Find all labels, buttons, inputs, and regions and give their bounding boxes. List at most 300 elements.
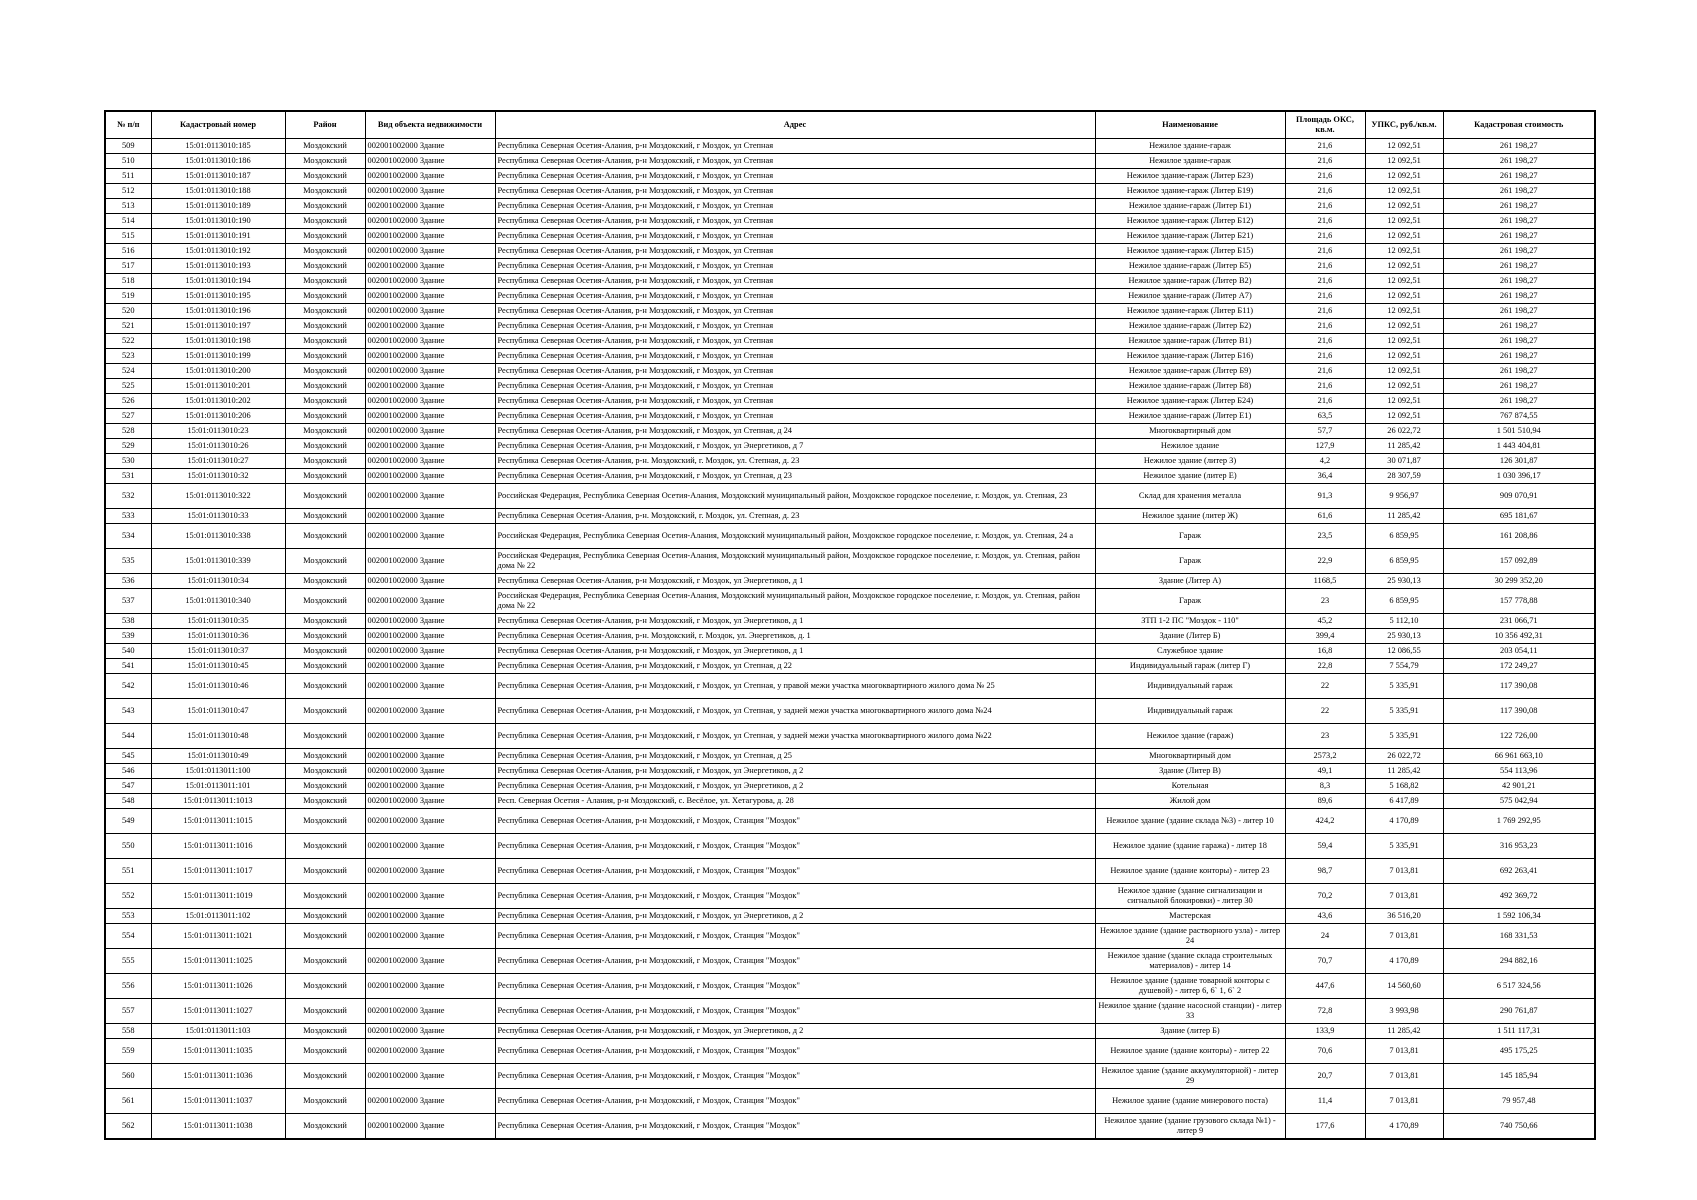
cell-area: 21,6 <box>1285 259 1365 274</box>
cell-district: Моздокский <box>285 1039 365 1064</box>
cell-area: 23,5 <box>1285 524 1365 549</box>
cell-name: Нежилое здание (здание грузового склада №1) - литер 9 <box>1095 1114 1285 1140</box>
table-row <box>105 809 1595 834</box>
table-row <box>105 304 1595 319</box>
cell-object-type: 002001002000 Здание <box>365 424 495 439</box>
cell-cadastral-number: 15:01:0113010:339 <box>151 549 285 574</box>
cell-cadastral-value: 1 030 396,17 <box>1443 469 1595 484</box>
cell-cadastral-number: 15:01:0113011:1025 <box>151 949 285 974</box>
cell-object-type: 002001002000 Здание <box>365 574 495 589</box>
cell-name: Нежилое здание (здание гаража) - литер 18 <box>1095 834 1285 859</box>
cell-name: Нежилое здание (здание насосной станции) - литер 33 <box>1095 999 1285 1024</box>
cell-object-type: 002001002000 Здание <box>365 644 495 659</box>
cell-number: 532 <box>105 484 151 509</box>
table-row <box>105 884 1595 909</box>
cell-address: Республика Северная Осетия-Алания, р-н Моздокский, г Моздок, ул Степная <box>495 319 1095 334</box>
table-row <box>105 169 1595 184</box>
cell-number: 515 <box>105 229 151 244</box>
cell-address: Российская Федерация, Республика Северная Осетия-Алания, Моздокский муниципальный район, Моздокское городское поселение, г. Моздок, ул. Степная, район дома № 22 <box>495 549 1095 574</box>
cell-area: 2573,2 <box>1285 749 1365 764</box>
cell-area: 24 <box>1285 924 1365 949</box>
cell-cadastral-number: 15:01:0113011:1037 <box>151 1089 285 1114</box>
cell-cadastral-value: 10 356 492,31 <box>1443 629 1595 644</box>
cell-area: 61,6 <box>1285 509 1365 524</box>
cell-cadastral-value: 231 066,71 <box>1443 614 1595 629</box>
cell-cadastral-value: 554 113,96 <box>1443 764 1595 779</box>
cell-number: 517 <box>105 259 151 274</box>
cell-cadastral-value: 261 198,27 <box>1443 139 1595 154</box>
cell-cadastral-number: 15:01:0113010:201 <box>151 379 285 394</box>
cell-address: Республика Северная Осетия-Алания, р-н Моздокский, г Моздок, ул Степная <box>495 274 1095 289</box>
cell-upks: 12 092,51 <box>1365 304 1443 319</box>
cell-upks: 7 013,81 <box>1365 924 1443 949</box>
cell-upks: 14 560,60 <box>1365 974 1443 999</box>
cell-address: Республика Северная Осетия-Алания, р-н Моздокский, г Моздок, ул Степная <box>495 364 1095 379</box>
cell-name: Нежилое здание (литер З) <box>1095 454 1285 469</box>
cell-district: Моздокский <box>285 809 365 834</box>
cell-area: 177,6 <box>1285 1114 1365 1140</box>
cell-address: Республика Северная Осетия-Алания, р-н Моздокский, г Моздок, Станция "Моздок" <box>495 974 1095 999</box>
cell-upks: 12 092,51 <box>1365 259 1443 274</box>
cell-district: Моздокский <box>285 379 365 394</box>
cell-number: 551 <box>105 859 151 884</box>
cell-name: Нежилое здание (здание товарной конторы с душевой) - литер 6, 6` 1, 6` 2 <box>1095 974 1285 999</box>
cell-object-type: 002001002000 Здание <box>365 274 495 289</box>
cell-number: 553 <box>105 909 151 924</box>
cell-area: 4,2 <box>1285 454 1365 469</box>
cell-upks: 25 930,13 <box>1365 629 1443 644</box>
cell-number: 535 <box>105 549 151 574</box>
cell-cadastral-value: 117 390,08 <box>1443 699 1595 724</box>
cell-upks: 6 859,95 <box>1365 524 1443 549</box>
cell-object-type: 002001002000 Здание <box>365 549 495 574</box>
cell-number: 541 <box>105 659 151 674</box>
cell-cadastral-number: 15:01:0113010:189 <box>151 199 285 214</box>
cell-cadastral-value: 290 761,87 <box>1443 999 1595 1024</box>
table-row <box>105 974 1595 999</box>
cell-number: 539 <box>105 629 151 644</box>
cell-area: 21,6 <box>1285 379 1365 394</box>
cell-object-type: 002001002000 Здание <box>365 999 495 1024</box>
cell-upks: 12 092,51 <box>1365 364 1443 379</box>
cell-number: 510 <box>105 154 151 169</box>
cell-address: Республика Северная Осетия-Алания, р-н Моздокский, г Моздок, ул Степная <box>495 214 1095 229</box>
cell-cadastral-value: 909 070,91 <box>1443 484 1595 509</box>
cell-address: Республика Северная Осетия-Алания, р-н Моздокский, г Моздок, ул Степная, д 25 <box>495 749 1095 764</box>
cell-upks: 36 516,20 <box>1365 909 1443 924</box>
cell-cadastral-number: 15:01:0113010:340 <box>151 589 285 614</box>
cell-name: Нежилое здание-гараж <box>1095 139 1285 154</box>
cell-upks: 5 335,91 <box>1365 674 1443 699</box>
cell-object-type: 002001002000 Здание <box>365 259 495 274</box>
cell-upks: 11 285,42 <box>1365 509 1443 524</box>
cell-cadastral-value: 126 301,87 <box>1443 454 1595 469</box>
col-header-object-type: Вид объекта недвижимости <box>365 111 495 139</box>
cell-number: 531 <box>105 469 151 484</box>
cell-cadastral-number: 15:01:0113011:1035 <box>151 1039 285 1064</box>
cell-name: Нежилое здание (здание аккумуляторной) - литер 29 <box>1095 1064 1285 1089</box>
cell-name: Нежилое здание-гараж (Литер А7) <box>1095 289 1285 304</box>
cell-upks: 12 092,51 <box>1365 214 1443 229</box>
cell-object-type: 002001002000 Здание <box>365 334 495 349</box>
cell-upks: 6 859,95 <box>1365 589 1443 614</box>
cell-district: Моздокский <box>285 974 365 999</box>
cell-address: Республика Северная Осетия-Алания, р-н Моздокский, г Моздок, Станция "Моздок" <box>495 924 1095 949</box>
table-row <box>105 1089 1595 1114</box>
cell-upks: 5 112,10 <box>1365 614 1443 629</box>
cell-address: Республика Северная Осетия-Алания, р-н Моздокский, г Моздок, Станция "Моздок" <box>495 1114 1095 1140</box>
cell-address: Республика Северная Осетия-Алания, р-н Моздокский, г Моздок, Станция "Моздок" <box>495 999 1095 1024</box>
cell-upks: 6 417,89 <box>1365 794 1443 809</box>
cell-object-type: 002001002000 Здание <box>365 724 495 749</box>
cell-upks: 12 092,51 <box>1365 244 1443 259</box>
cell-object-type: 002001002000 Здание <box>365 409 495 424</box>
cell-cadastral-value: 1 501 510,94 <box>1443 424 1595 439</box>
cell-address: Республика Северная Осетия-Алания, р-н Моздокский, г Моздок, ул Степная <box>495 379 1095 394</box>
cell-area: 45,2 <box>1285 614 1365 629</box>
cell-object-type: 002001002000 Здание <box>365 589 495 614</box>
cell-area: 21,6 <box>1285 169 1365 184</box>
table-row <box>105 1024 1595 1039</box>
cell-area: 21,6 <box>1285 214 1365 229</box>
table-row <box>105 1064 1595 1089</box>
cell-object-type: 002001002000 Здание <box>365 214 495 229</box>
cell-number: 525 <box>105 379 151 394</box>
cell-upks: 7 013,81 <box>1365 1064 1443 1089</box>
cell-district: Моздокский <box>285 199 365 214</box>
cell-cadastral-value: 1 443 404,81 <box>1443 439 1595 454</box>
cell-cadastral-value: 261 198,27 <box>1443 214 1595 229</box>
cell-cadastral-number: 15:01:0113010:190 <box>151 214 285 229</box>
cell-name: Нежилое здание-гараж (Литер Б23) <box>1095 169 1285 184</box>
table-row <box>105 409 1595 424</box>
cell-address: Республика Северная Осетия-Алания, р-н Моздокский, г Моздок, ул Степная <box>495 304 1095 319</box>
cell-district: Моздокский <box>285 834 365 859</box>
cell-upks: 12 092,51 <box>1365 229 1443 244</box>
cell-district: Моздокский <box>285 484 365 509</box>
cell-object-type: 002001002000 Здание <box>365 1114 495 1140</box>
cell-name: Нежилое здание (здание конторы) - литер 23 <box>1095 859 1285 884</box>
cell-cadastral-number: 15:01:0113011:103 <box>151 1024 285 1039</box>
cell-object-type: 002001002000 Здание <box>365 1089 495 1114</box>
cell-district: Моздокский <box>285 154 365 169</box>
cell-cadastral-number: 15:01:0113010:186 <box>151 154 285 169</box>
cell-object-type: 002001002000 Здание <box>365 659 495 674</box>
cell-number: 520 <box>105 304 151 319</box>
cell-district: Моздокский <box>285 794 365 809</box>
table-row <box>105 909 1595 924</box>
cell-upks: 12 092,51 <box>1365 394 1443 409</box>
cell-area: 21,6 <box>1285 304 1365 319</box>
cell-address: Республика Северная Осетия-Алания, р-н Моздокский, г Моздок, ул Степная, д 23 <box>495 469 1095 484</box>
table-row <box>105 629 1595 644</box>
cell-area: 447,6 <box>1285 974 1365 999</box>
cell-address: Российская Федерация, Республика Северная Осетия-Алания, Моздокский муниципальный район, Моздокское городское поселение, г. Моздок, ул. Степная, 23 <box>495 484 1095 509</box>
cell-area: 22 <box>1285 674 1365 699</box>
cell-address: Республика Северная Осетия-Алания, р-н Моздокский, г Моздок, ул Энергетиков, д 2 <box>495 1024 1095 1039</box>
cell-name: Нежилое здание-гараж (Литер В1) <box>1095 334 1285 349</box>
cell-address: Республика Северная Осетия-Алания, р-н Моздокский, г Моздок, ул Степная, д 22 <box>495 659 1095 674</box>
cell-cadastral-number: 15:01:0113010:37 <box>151 644 285 659</box>
table-row <box>105 349 1595 364</box>
table-row <box>105 834 1595 859</box>
cell-area: 21,6 <box>1285 139 1365 154</box>
cell-object-type: 002001002000 Здание <box>365 469 495 484</box>
cell-object-type: 002001002000 Здание <box>365 484 495 509</box>
cell-cadastral-value: 261 198,27 <box>1443 349 1595 364</box>
table-row <box>105 779 1595 794</box>
table-row <box>105 764 1595 779</box>
cell-name: Жилой дом <box>1095 794 1285 809</box>
cell-cadastral-value: 261 198,27 <box>1443 199 1595 214</box>
cell-district: Моздокский <box>285 469 365 484</box>
cell-cadastral-number: 15:01:0113010:45 <box>151 659 285 674</box>
cell-number: 519 <box>105 289 151 304</box>
cell-cadastral-value: 692 263,41 <box>1443 859 1595 884</box>
cell-number: 512 <box>105 184 151 199</box>
cell-cadastral-number: 15:01:0113011:1027 <box>151 999 285 1024</box>
cell-district: Моздокский <box>285 289 365 304</box>
cell-cadastral-value: 42 901,21 <box>1443 779 1595 794</box>
cell-cadastral-number: 15:01:0113010:27 <box>151 454 285 469</box>
cell-upks: 12 092,51 <box>1365 274 1443 289</box>
table-row <box>105 259 1595 274</box>
cell-upks: 7 013,81 <box>1365 1089 1443 1114</box>
cell-object-type: 002001002000 Здание <box>365 794 495 809</box>
cell-number: 546 <box>105 764 151 779</box>
cell-district: Моздокский <box>285 259 365 274</box>
cell-number: 538 <box>105 614 151 629</box>
cell-name: Нежилое здание-гараж (Литер Б1) <box>1095 199 1285 214</box>
cell-area: 21,6 <box>1285 229 1365 244</box>
cell-district: Моздокский <box>285 349 365 364</box>
cell-object-type: 002001002000 Здание <box>365 809 495 834</box>
cell-upks: 5 335,91 <box>1365 834 1443 859</box>
cell-cadastral-number: 15:01:0113010:188 <box>151 184 285 199</box>
cell-area: 16,8 <box>1285 644 1365 659</box>
cell-area: 22,9 <box>1285 549 1365 574</box>
cell-upks: 12 086,55 <box>1365 644 1443 659</box>
cell-cadastral-number: 15:01:0113010:34 <box>151 574 285 589</box>
cell-number: 534 <box>105 524 151 549</box>
cell-object-type: 002001002000 Здание <box>365 949 495 974</box>
cell-cadastral-number: 15:01:0113010:198 <box>151 334 285 349</box>
cell-area: 23 <box>1285 724 1365 749</box>
cell-area: 70,7 <box>1285 949 1365 974</box>
cell-district: Моздокский <box>285 859 365 884</box>
cell-object-type: 002001002000 Здание <box>365 909 495 924</box>
table-row <box>105 244 1595 259</box>
cell-cadastral-number: 15:01:0113011:101 <box>151 779 285 794</box>
cell-address: Республика Северная Осетия-Алания, р-н Моздокский, г Моздок, ул Степная <box>495 349 1095 364</box>
cell-object-type: 002001002000 Здание <box>365 614 495 629</box>
cell-address: Республика Северная Осетия-Алания, р-н Моздокский, г Моздок, ул Степная <box>495 259 1095 274</box>
cell-name: Здание (Литер А) <box>1095 574 1285 589</box>
table-row <box>105 574 1595 589</box>
cell-upks: 7 013,81 <box>1365 1039 1443 1064</box>
cell-address: Республика Северная Осетия-Алания, р-н Моздокский, г Моздок, Станция "Моздок" <box>495 834 1095 859</box>
cell-number: 537 <box>105 589 151 614</box>
cell-address: Республика Северная Осетия-Алания, р-н. Моздокский, г. Моздок, ул. Энергетиков, д. 1 <box>495 629 1095 644</box>
col-header-cadastral-number: Кадастровый номер <box>151 111 285 139</box>
cell-area: 1168,5 <box>1285 574 1365 589</box>
cell-name: Нежилое здание (здание растворного узла) - литер 24 <box>1095 924 1285 949</box>
cell-number: 552 <box>105 884 151 909</box>
cell-cadastral-number: 15:01:0113010:196 <box>151 304 285 319</box>
cell-cadastral-number: 15:01:0113010:192 <box>151 244 285 259</box>
cell-address: Респ. Северная Осетия - Алания, р-н Моздокский, с. Весёлое, ул. Хетагурова, д. 28 <box>495 794 1095 809</box>
table-row <box>105 139 1595 154</box>
cell-district: Моздокский <box>285 1089 365 1114</box>
cell-object-type: 002001002000 Здание <box>365 364 495 379</box>
cell-district: Моздокский <box>285 364 365 379</box>
cell-district: Моздокский <box>285 909 365 924</box>
cell-cadastral-number: 15:01:0113010:46 <box>151 674 285 699</box>
cell-area: 21,6 <box>1285 334 1365 349</box>
cell-cadastral-number: 15:01:0113010:322 <box>151 484 285 509</box>
cell-cadastral-value: 316 953,23 <box>1443 834 1595 859</box>
cell-object-type: 002001002000 Здание <box>365 974 495 999</box>
cell-upks: 12 092,51 <box>1365 349 1443 364</box>
cell-address: Республика Северная Осетия-Алания, р-н Моздокский, г Моздок, ул Степная <box>495 334 1095 349</box>
cell-name: Склад для хранения металла <box>1095 484 1285 509</box>
cell-name: Нежилое здание-гараж (Литер В2) <box>1095 274 1285 289</box>
cell-area: 11,4 <box>1285 1089 1365 1114</box>
cell-upks: 28 307,59 <box>1365 469 1443 484</box>
cell-area: 72,8 <box>1285 999 1365 1024</box>
table-row <box>105 724 1595 749</box>
cell-cadastral-value: 261 198,27 <box>1443 304 1595 319</box>
cell-number: 521 <box>105 319 151 334</box>
cell-cadastral-value: 6 517 324,56 <box>1443 974 1595 999</box>
table-row <box>105 439 1595 454</box>
cell-name: Многоквартирный дом <box>1095 424 1285 439</box>
cell-district: Моздокский <box>285 334 365 349</box>
cell-address: Республика Северная Осетия-Алания, р-н Моздокский, г Моздок, ул Степная <box>495 169 1095 184</box>
cell-number: 560 <box>105 1064 151 1089</box>
cell-upks: 26 022,72 <box>1365 749 1443 764</box>
cell-object-type: 002001002000 Здание <box>365 184 495 199</box>
cell-name: Нежилое здание-гараж (Литер Б5) <box>1095 259 1285 274</box>
cell-cadastral-number: 15:01:0113010:49 <box>151 749 285 764</box>
cell-object-type: 002001002000 Здание <box>365 139 495 154</box>
cell-upks: 12 092,51 <box>1365 139 1443 154</box>
cell-cadastral-value: 261 198,27 <box>1443 274 1595 289</box>
cell-cadastral-value: 172 249,27 <box>1443 659 1595 674</box>
cell-cadastral-value: 122 726,00 <box>1443 724 1595 749</box>
table-row <box>105 859 1595 884</box>
cell-district: Моздокский <box>285 549 365 574</box>
cell-name: Нежилое здание <box>1095 439 1285 454</box>
cell-object-type: 002001002000 Здание <box>365 319 495 334</box>
cell-cadastral-number: 15:01:0113011:1026 <box>151 974 285 999</box>
cell-cadastral-value: 261 198,27 <box>1443 229 1595 244</box>
cell-cadastral-number: 15:01:0113010:185 <box>151 139 285 154</box>
cell-cadastral-number: 15:01:0113010:206 <box>151 409 285 424</box>
cell-number: 518 <box>105 274 151 289</box>
cell-cadastral-number: 15:01:0113010:23 <box>151 424 285 439</box>
cell-district: Моздокский <box>285 764 365 779</box>
cell-area: 70,2 <box>1285 884 1365 909</box>
cell-name: Здание (Литер Б) <box>1095 629 1285 644</box>
cell-area: 424,2 <box>1285 809 1365 834</box>
col-header-upks: УПКС, руб./кв.м. <box>1365 111 1443 139</box>
cell-cadastral-number: 15:01:0113011:1017 <box>151 859 285 884</box>
cell-cadastral-number: 15:01:0113010:338 <box>151 524 285 549</box>
cell-district: Моздокский <box>285 509 365 524</box>
cell-district: Моздокский <box>285 724 365 749</box>
cell-district: Моздокский <box>285 244 365 259</box>
cell-upks: 5 335,91 <box>1365 724 1443 749</box>
cell-cadastral-number: 15:01:0113011:1019 <box>151 884 285 909</box>
cell-name: Нежилое здание-гараж (Литер Б11) <box>1095 304 1285 319</box>
cell-cadastral-value: 740 750,66 <box>1443 1114 1595 1140</box>
cell-cadastral-value: 261 198,27 <box>1443 334 1595 349</box>
cell-address: Российская Федерация, Республика Северная Осетия-Алания, Моздокский муниципальный район, Моздокское городское поселение, г. Моздок, ул. Степная, район дома № 22 <box>495 589 1095 614</box>
cell-district: Моздокский <box>285 1064 365 1089</box>
cell-cadastral-value: 66 961 663,10 <box>1443 749 1595 764</box>
cell-address: Республика Северная Осетия-Алания, р-н Моздокский, г Моздок, ул Энергетиков, д 2 <box>495 909 1095 924</box>
cell-object-type: 002001002000 Здание <box>365 439 495 454</box>
cell-area: 49,1 <box>1285 764 1365 779</box>
col-header-name: Наименование <box>1095 111 1285 139</box>
cell-number: 540 <box>105 644 151 659</box>
table-row <box>105 454 1595 469</box>
cell-number: 516 <box>105 244 151 259</box>
cell-number: 542 <box>105 674 151 699</box>
cell-number: 514 <box>105 214 151 229</box>
cell-area: 57,7 <box>1285 424 1365 439</box>
cell-object-type: 002001002000 Здание <box>365 199 495 214</box>
cell-area: 21,6 <box>1285 349 1365 364</box>
cell-name: Нежилое здание-гараж (Литер Б9) <box>1095 364 1285 379</box>
cell-address: Республика Северная Осетия-Алания, р-н Моздокский, г Моздок, ул Энергетиков, д 2 <box>495 764 1095 779</box>
cell-cadastral-value: 145 185,94 <box>1443 1064 1595 1089</box>
cell-name: Нежилое здание-гараж (Литер Б15) <box>1095 244 1285 259</box>
cell-area: 21,6 <box>1285 394 1365 409</box>
cell-district: Моздокский <box>285 169 365 184</box>
cell-cadastral-number: 15:01:0113010:200 <box>151 364 285 379</box>
cell-address: Республика Северная Осетия-Алания, р-н Моздокский, г Моздок, ул Энергетиков, д 1 <box>495 644 1095 659</box>
cell-cadastral-value: 157 778,88 <box>1443 589 1595 614</box>
cell-object-type: 002001002000 Здание <box>365 229 495 244</box>
table-row <box>105 199 1595 214</box>
cell-district: Моздокский <box>285 454 365 469</box>
cell-upks: 3 993,98 <box>1365 999 1443 1024</box>
cell-name: Котельная <box>1095 779 1285 794</box>
cell-area: 21,6 <box>1285 289 1365 304</box>
cell-area: 98,7 <box>1285 859 1365 884</box>
cell-name: Нежилое здание-гараж <box>1095 154 1285 169</box>
cell-number: 545 <box>105 749 151 764</box>
cell-object-type: 002001002000 Здание <box>365 394 495 409</box>
cell-upks: 11 285,42 <box>1365 764 1443 779</box>
col-header-area: Площадь ОКС, кв.м. <box>1285 111 1365 139</box>
cell-number: 536 <box>105 574 151 589</box>
table-row <box>105 154 1595 169</box>
cell-cadastral-number: 15:01:0113011:1013 <box>151 794 285 809</box>
cell-upks: 4 170,89 <box>1365 1114 1443 1140</box>
cell-object-type: 002001002000 Здание <box>365 749 495 764</box>
cell-address: Республика Северная Осетия-Алания, р-н Моздокский, г Моздок, ул Степная, у задней межи участка многоквартирного жилого дома №22 <box>495 724 1095 749</box>
cell-cadastral-number: 15:01:0113011:102 <box>151 909 285 924</box>
table-row <box>105 659 1595 674</box>
cell-upks: 26 022,72 <box>1365 424 1443 439</box>
cell-district: Моздокский <box>285 779 365 794</box>
cell-area: 399,4 <box>1285 629 1365 644</box>
cell-area: 21,6 <box>1285 274 1365 289</box>
table-row <box>105 424 1595 439</box>
